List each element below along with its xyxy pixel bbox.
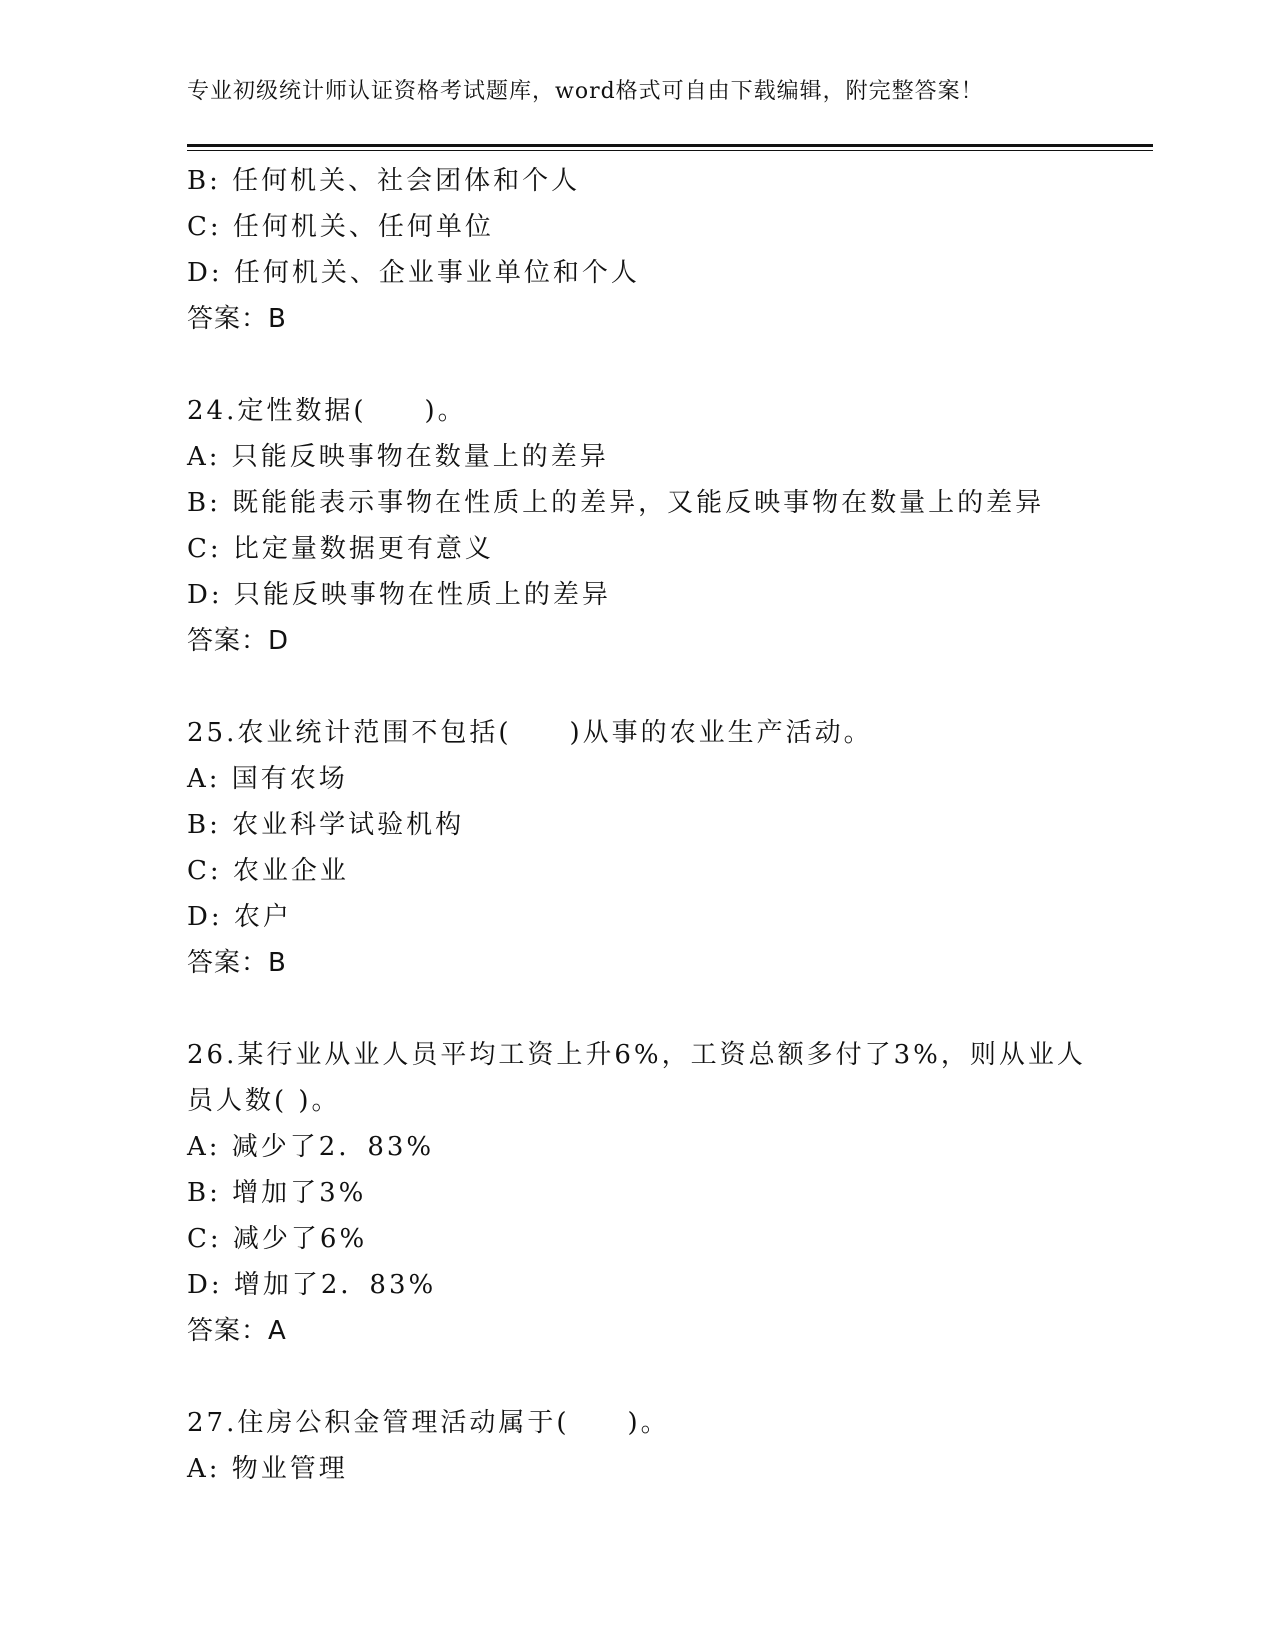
option-a: A: 减少了2．83% xyxy=(187,1132,435,1162)
option-c: C: 比定量数据更有意义 xyxy=(187,534,494,564)
question-stem: 25.农业统计范围不包括( )从事的农业生产活动。 xyxy=(187,718,873,748)
answer: 答案：D xyxy=(187,626,290,656)
option-b: B: 既能能表示事物在性质上的差异，又能反映事物在数量上的差异 xyxy=(187,488,1045,518)
option-b: B: 农业科学试验机构 xyxy=(187,810,465,840)
option-d: D: 农户 xyxy=(187,902,292,932)
question-stem-line-2: 员人数( )。 xyxy=(187,1086,341,1116)
question-26 xyxy=(187,1032,1153,1354)
option-d: D: 只能反映事物在性质上的差异 xyxy=(187,580,611,610)
question-stem: 24.定性数据( )。 xyxy=(187,396,467,426)
option-a: A: 国有农场 xyxy=(187,764,348,794)
option-b: B: 任何机关、社会团体和个人 xyxy=(187,166,581,196)
question-23 xyxy=(187,158,1153,342)
option-c: C: 农业企业 xyxy=(187,856,349,886)
question-list xyxy=(187,158,1153,1492)
option-a: A: 物业管理 xyxy=(187,1454,348,1484)
spacer xyxy=(187,1354,1153,1400)
spacer xyxy=(187,664,1153,710)
option-c: C: 减少了6% xyxy=(187,1224,368,1254)
option-c: C: 任何机关、任何单位 xyxy=(187,212,494,242)
answer: 答案：B xyxy=(187,304,287,334)
spacer xyxy=(187,986,1153,1032)
page-header: 专业初级统计师认证资格考试题库，word格式可自由下载编辑，附完整答案！ xyxy=(187,79,984,104)
question-25 xyxy=(187,710,1153,986)
header-rule-thick xyxy=(187,144,1153,147)
question-stem-line-1: 26.某行业从业人员平均工资上升6%，工资总额多付了3%，则从业人 xyxy=(187,1040,1086,1070)
answer: 答案：B xyxy=(187,948,287,978)
answer: 答案：A xyxy=(187,1316,287,1346)
question-27 xyxy=(187,1400,1153,1492)
question-stem: 27.住房公积金管理活动属于( )。 xyxy=(187,1408,670,1438)
option-d: D: 任何机关、企业事业单位和个人 xyxy=(187,258,640,288)
option-b: B: 增加了3% xyxy=(187,1178,367,1208)
header-rule-thin xyxy=(187,150,1153,151)
question-24 xyxy=(187,388,1153,664)
option-d: D: 增加了2．83% xyxy=(187,1270,437,1300)
spacer xyxy=(187,342,1153,388)
option-a: A: 只能反映事物在数量上的差异 xyxy=(187,442,609,472)
